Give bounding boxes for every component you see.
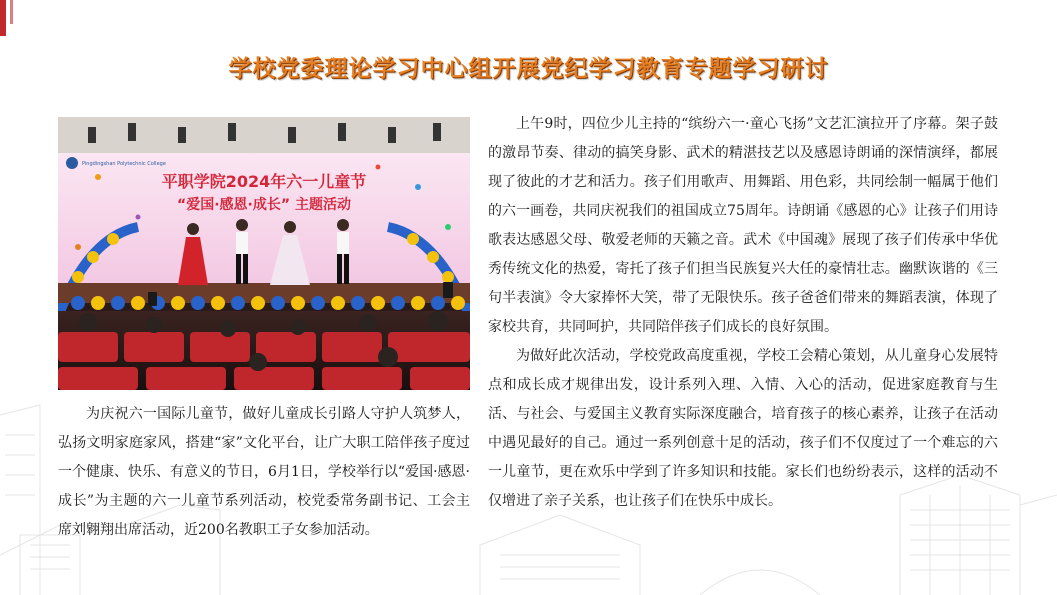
photo-banner-line1: 平职学院2024年六一儿童节 xyxy=(161,172,367,191)
corner-accent xyxy=(0,0,6,36)
right-paragraph-2: 为做好此次活动，学校党政高度重视，学校工会精心策划，从儿童身心发展特点和成长成才规律出发，设计系列入理、入情、入心的活动，促进家庭教育与生活、与社会、与爱国主义教育实际深度融合，培育孩子的核心素养，让孩子在活动中遇见最好的自己。通过一系列创意十足的活动，孩子们不仅度过了一个难忘的六一儿童节，更在欢乐中学到了许多知识和技能。家长们也纷纷表示，这样的活动不仅增进了亲子关系，也让孩子们在快乐中成长。 xyxy=(488,348,998,509)
event-photo xyxy=(58,117,470,390)
right-article xyxy=(488,110,998,516)
photo-banner-line2: “爱国·感恩·成长” 主题活动 xyxy=(177,197,351,213)
left-caption xyxy=(58,400,470,545)
right-paragraph-1: 上午9时，四位少儿主持的“缤纷六一·童心飞扬”文艺汇演拉开了序幕。架子鼓的激昂节奏、律动的搞笑身影、武术的精湛技艺以及感恩诗朗诵的深情演绎，都展现了彼此的才艺和活力。孩子们用歌声、用舞蹈、用色彩，共同绘制一幅属于他们的六一画卷，共同庆祝我们的祖国成立75周年。诗朗诵《感恩的心》让孩子们用诗歌表达感恩父母、敬爱老师的天籁之音。武术《中国魂》展现了孩子们传承中华优秀传统文化的热爱，寄托了孩子们担当民族复兴大任的豪情壮志。幽默诙谐的《三句半表演》令大家捧怀大笑，带了无限快乐。孩子爸爸们带来的舞蹈表演，体现了家校共育，共同呵护，共同陪伴孩子们成长的良好氛围。 xyxy=(488,116,998,335)
page-title: 学校党委理论学习中心组开展党纪学习教育专题学习研讨 xyxy=(228,56,829,82)
photo-logo: Pingdingshan Polytechnic College xyxy=(82,161,166,167)
left-paragraph: 为庆祝六一国际儿童节，做好儿童成长引路人守护人筑梦人，弘扬文明家庭家风，搭建“家”文化平台，让广大职工陪伴孩子度过一个健康、快乐、有意义的节日，6月1日，学校举行以“爱国·感恩·成长”为主题的六一儿童节系列活动，校党委常务副书记、工会主席刘翱翔出席活动，近200名教职工子女参加活动。 xyxy=(58,406,470,538)
